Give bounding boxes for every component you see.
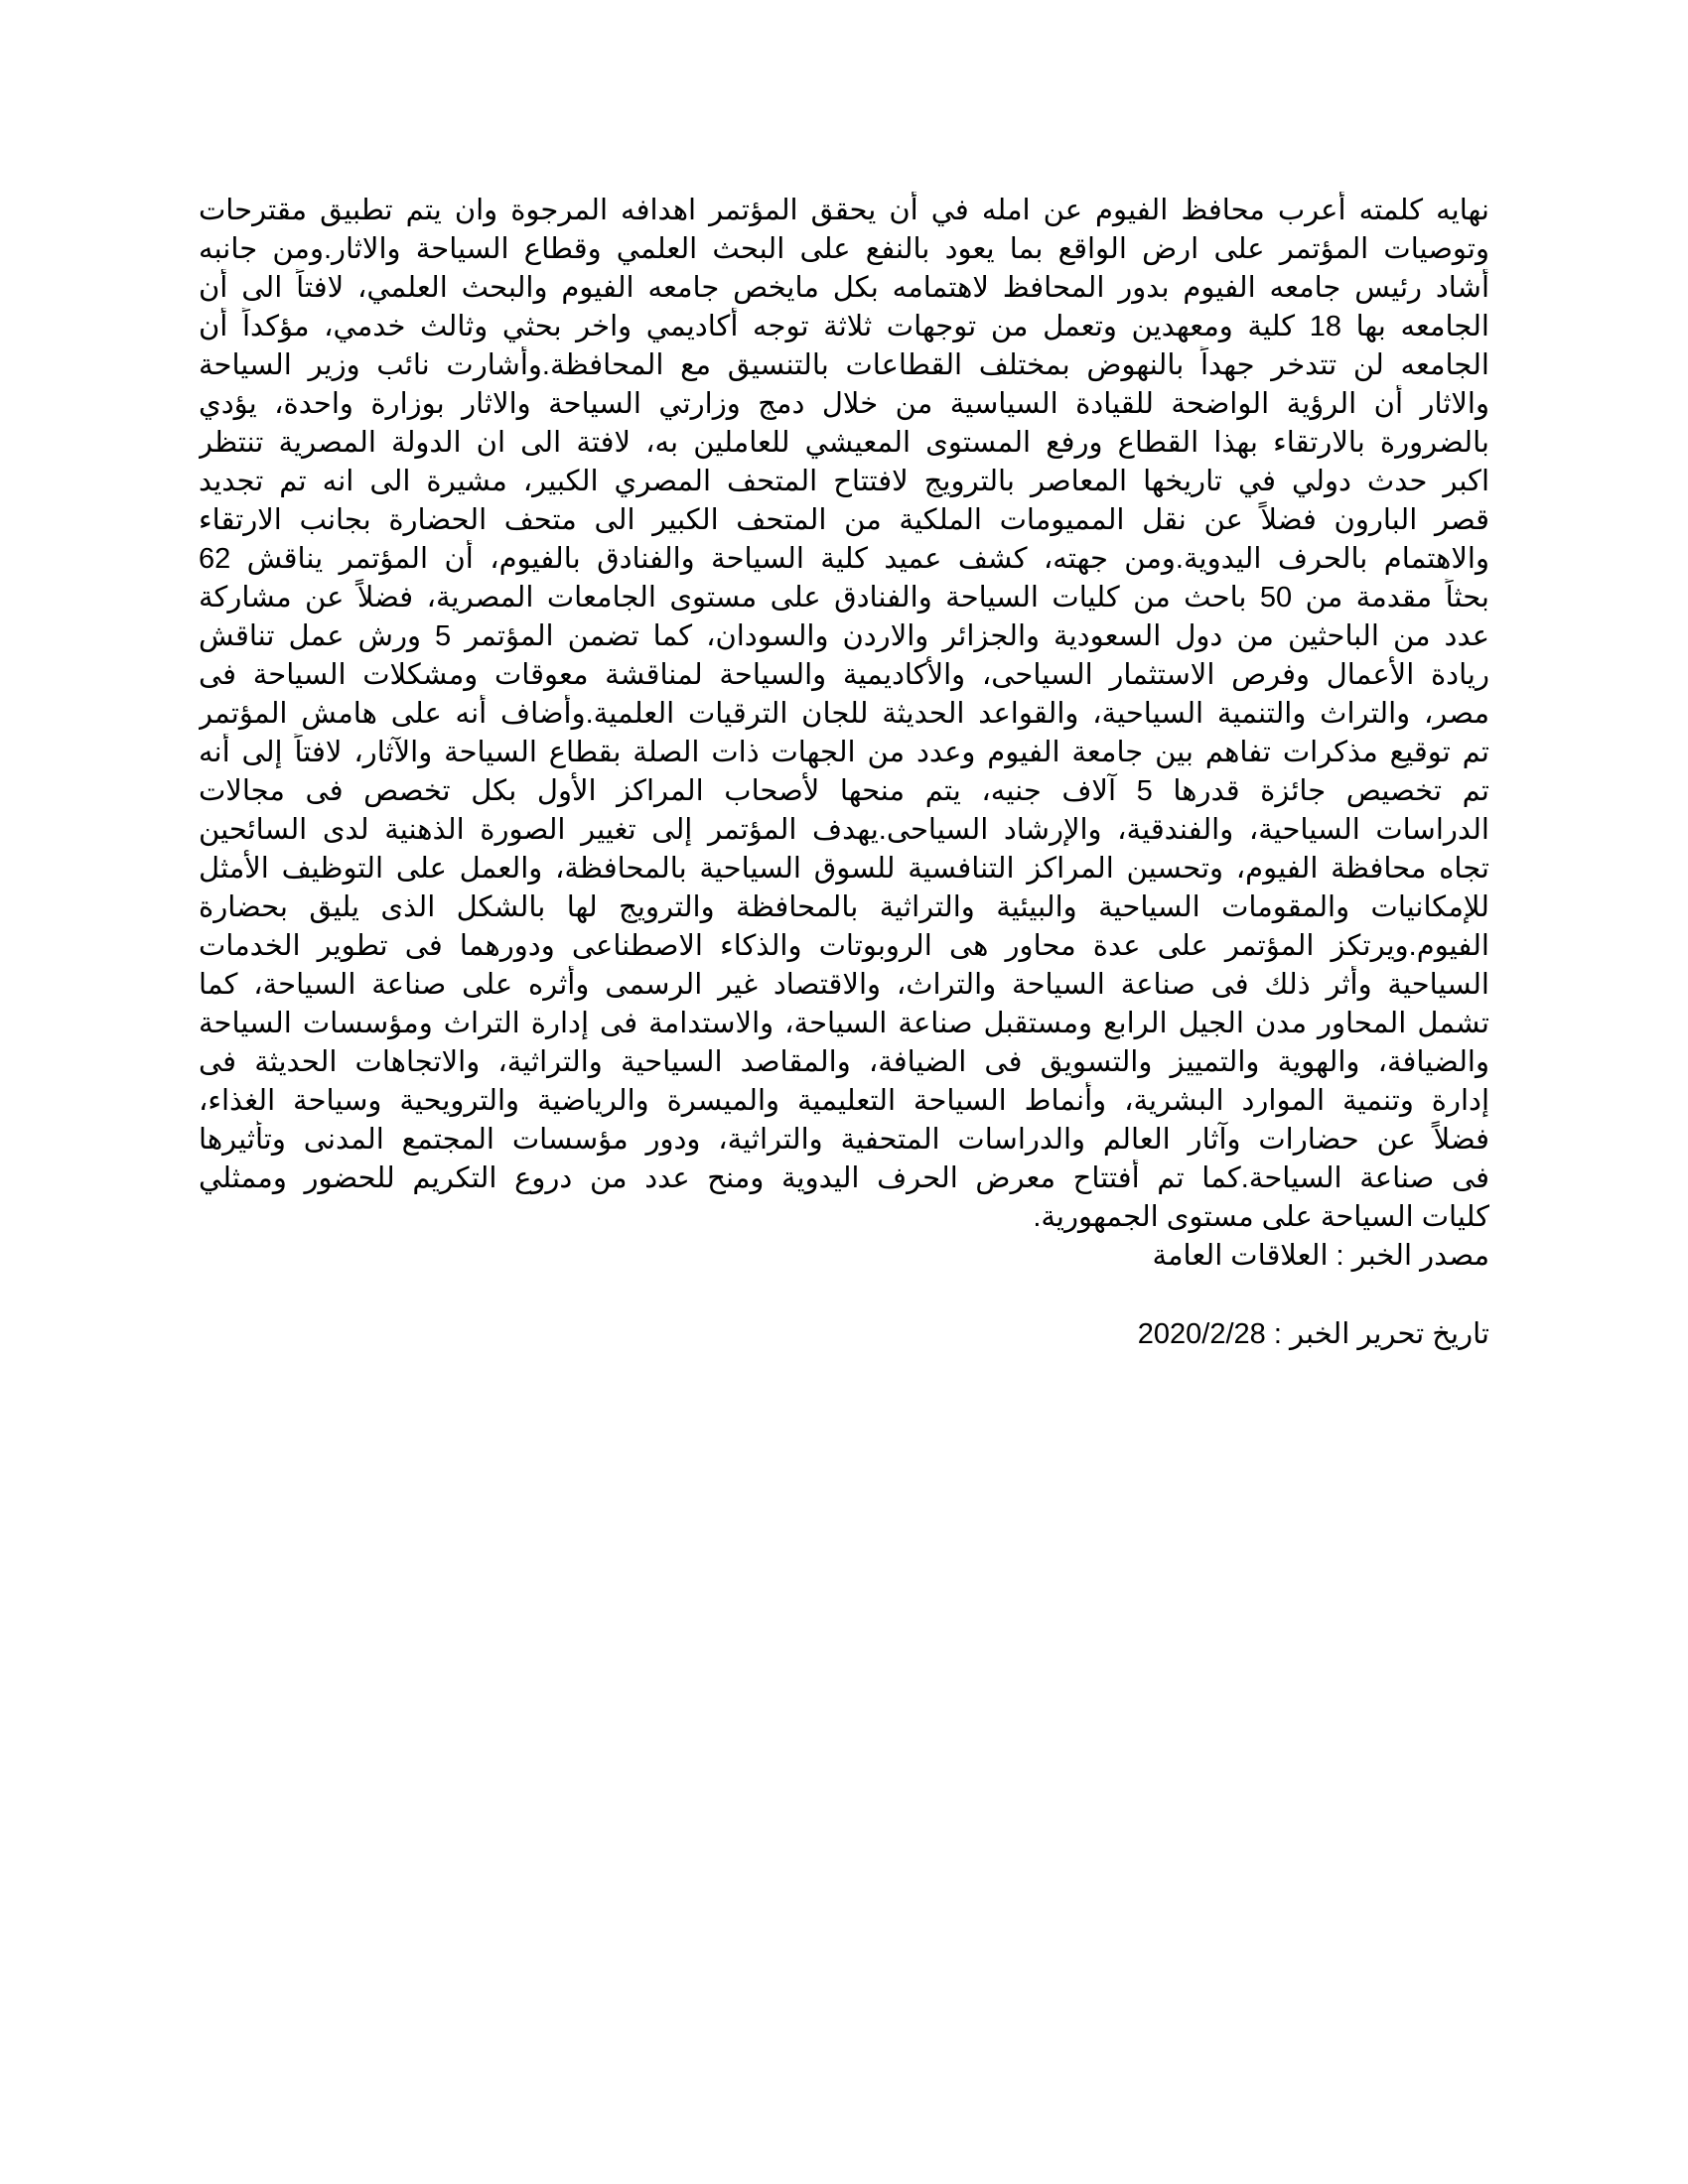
article-line: والاثار أن الرؤية الواضحة للقيادة السياسية من خلال دمج وزارتي السياحة والاثار بوزارة واحدة، يؤدي xyxy=(199,388,1489,420)
article-line: تم تخصيص جائزة قدرها 5 آلاف جنيه، يتم منحها لأصحاب المراكز الأول بكل تخصص فى مجالات xyxy=(199,775,1489,807)
article-line: نهايه كلمته أعرب محافظ الفيوم عن امله في أن يحقق المؤتمر اهدافه المرجوة وان يتم تطبيق مقترحات xyxy=(199,195,1489,226)
article-line: فى صناعة السياحة.كما تم أفتتاح معرض الحرف اليدوية ومنح عدد من دروع التكريم للحضور وممثلي xyxy=(199,1162,1489,1194)
article-line: ريادة الأعمال وفرص الاستثمار السياحى، والأكاديمية والسياحة لمناقشة معوقات ومشكلات السياحة فى xyxy=(199,659,1489,691)
article-line: تم توقيع مذكرات تفاهم بين جامعة الفيوم وعدد من الجهات ذات الصلة بقطاع السياحة والآثار، لافتاً إلى أنه xyxy=(199,737,1489,768)
article-line: قصر البارون فضلاً عن نقل المميومات الملكية من المتحف الكبير الى متحف الحضارة بجانب الارتقاء xyxy=(199,504,1489,536)
article-line: للإمكانيات والمقومات السياحية والبيئية والتراثية بالمحافظة والترويج لها بالشكل الذى يليق بحضارة xyxy=(199,891,1489,923)
article-line: بحثاً مقدمة من 50 باحث من كليات السياحة والفنادق على مستوى الجامعات المصرية، فضلاً عن مشاركة xyxy=(199,582,1489,614)
article-line: وتوصيات المؤتمر على ارض الواقع بما يعود بالنفع على البحث العلمي وقطاع السياحة والاثار.ومن جانبه xyxy=(199,233,1489,265)
article-line: تشمل المحاور مدن الجيل الرابع ومستقبل صناعة السياحة، والاستدامة فى إدارة التراث ومؤسسات السياحة xyxy=(199,1008,1489,1039)
article-line: اكبر حدث دولي في تاريخها المعاصر بالترويج لافتتاح المتحف المصري الكبير، مشيرة الى انه تم تجديد xyxy=(199,466,1489,497)
article-line: كليات السياحة على مستوى الجمهورية. xyxy=(1033,1201,1489,1233)
article-body xyxy=(199,192,1489,1354)
article-line: عدد من الباحثين من دول السعودية والجزائر والاردن والسودان، كما تضمن المؤتمر 5 ورش عمل تناقش xyxy=(199,620,1489,652)
article-line: الفيوم.ويرتكز المؤتمر على عدة محاور هى الروبوتات والذكاء الاصطناعى ودورهما فى تطوير الخدمات xyxy=(199,930,1489,962)
article-line: الجامعه لن تتدخر جهداً بالنهوض بمختلف القطاعات بالتنسيق مع المحافظة.وأشارت نائب وزير السياحة xyxy=(199,349,1489,381)
news-source: مصدر الخبر : العلاقات العامة xyxy=(1152,1240,1489,1272)
article-line: والضيافة، والهوية والتمييز والتسويق فى الضيافة، والمقاصد السياحية والتراثية، والاتجاهات الحديثة فى xyxy=(199,1046,1489,1078)
article-line: فضلاً عن حضارات وآثار العالم والدراسات المتحفية والتراثية، ودور مؤسسات المجتمع المدنى وتأثيرها xyxy=(199,1124,1489,1156)
article-line: السياحية وأثر ذلك فى صناعة السياحة والتراث، والاقتصاد غير الرسمى وأثره على صناعة السياحة، كما xyxy=(199,969,1489,1001)
article-line: الجامعه بها 18 كلية ومعهدين وتعمل من توجهات ثلاثة توجه أكاديمي واخر بحثي وثالث خدمي، مؤكداً أن xyxy=(199,311,1489,342)
article-line: الدراسات السياحية، والفندقية، والإرشاد السياحى.يهدف المؤتمر إلى تغيير الصورة الذهنية لدى السائحين xyxy=(199,814,1489,846)
edit-date: تاريخ تحرير الخبر : 2020/2/28 xyxy=(1137,1318,1489,1350)
article-line: والاهتمام بالحرف اليدوية.ومن جهته، كشف عميد كلية السياحة والفنادق بالفيوم، أن المؤتمر يناقش 62 xyxy=(199,543,1489,575)
article-line: إدارة وتنمية الموارد البشرية، وأنماط السياحة التعليمية والميسرة والرياضية والترويحية وسياحة الغذاء، xyxy=(199,1085,1489,1117)
article-line: تجاه محافظة الفيوم، وتحسين المراكز التنافسية للسوق السياحية بالمحافظة، والعمل على التوظيف الأمثل xyxy=(199,853,1489,885)
article-line: بالضرورة بالارتقاء بهذا القطاع ورفع المستوى المعيشي للعاملين به، لافتة الى ان الدولة المصرية تنتظر xyxy=(199,427,1489,459)
article-line: أشاد رئيس جامعه الفيوم بدور المحافظ لاهتمامه بكل مايخص جامعه الفيوم والبحث العلمي، لافتاً الى أن xyxy=(199,272,1489,304)
article-line: مصر، والتراث والتنمية السياحية، والقواعد الحديثة للجان الترقيات العلمية.وأضاف أنه على هامش المؤتمر xyxy=(199,698,1489,730)
